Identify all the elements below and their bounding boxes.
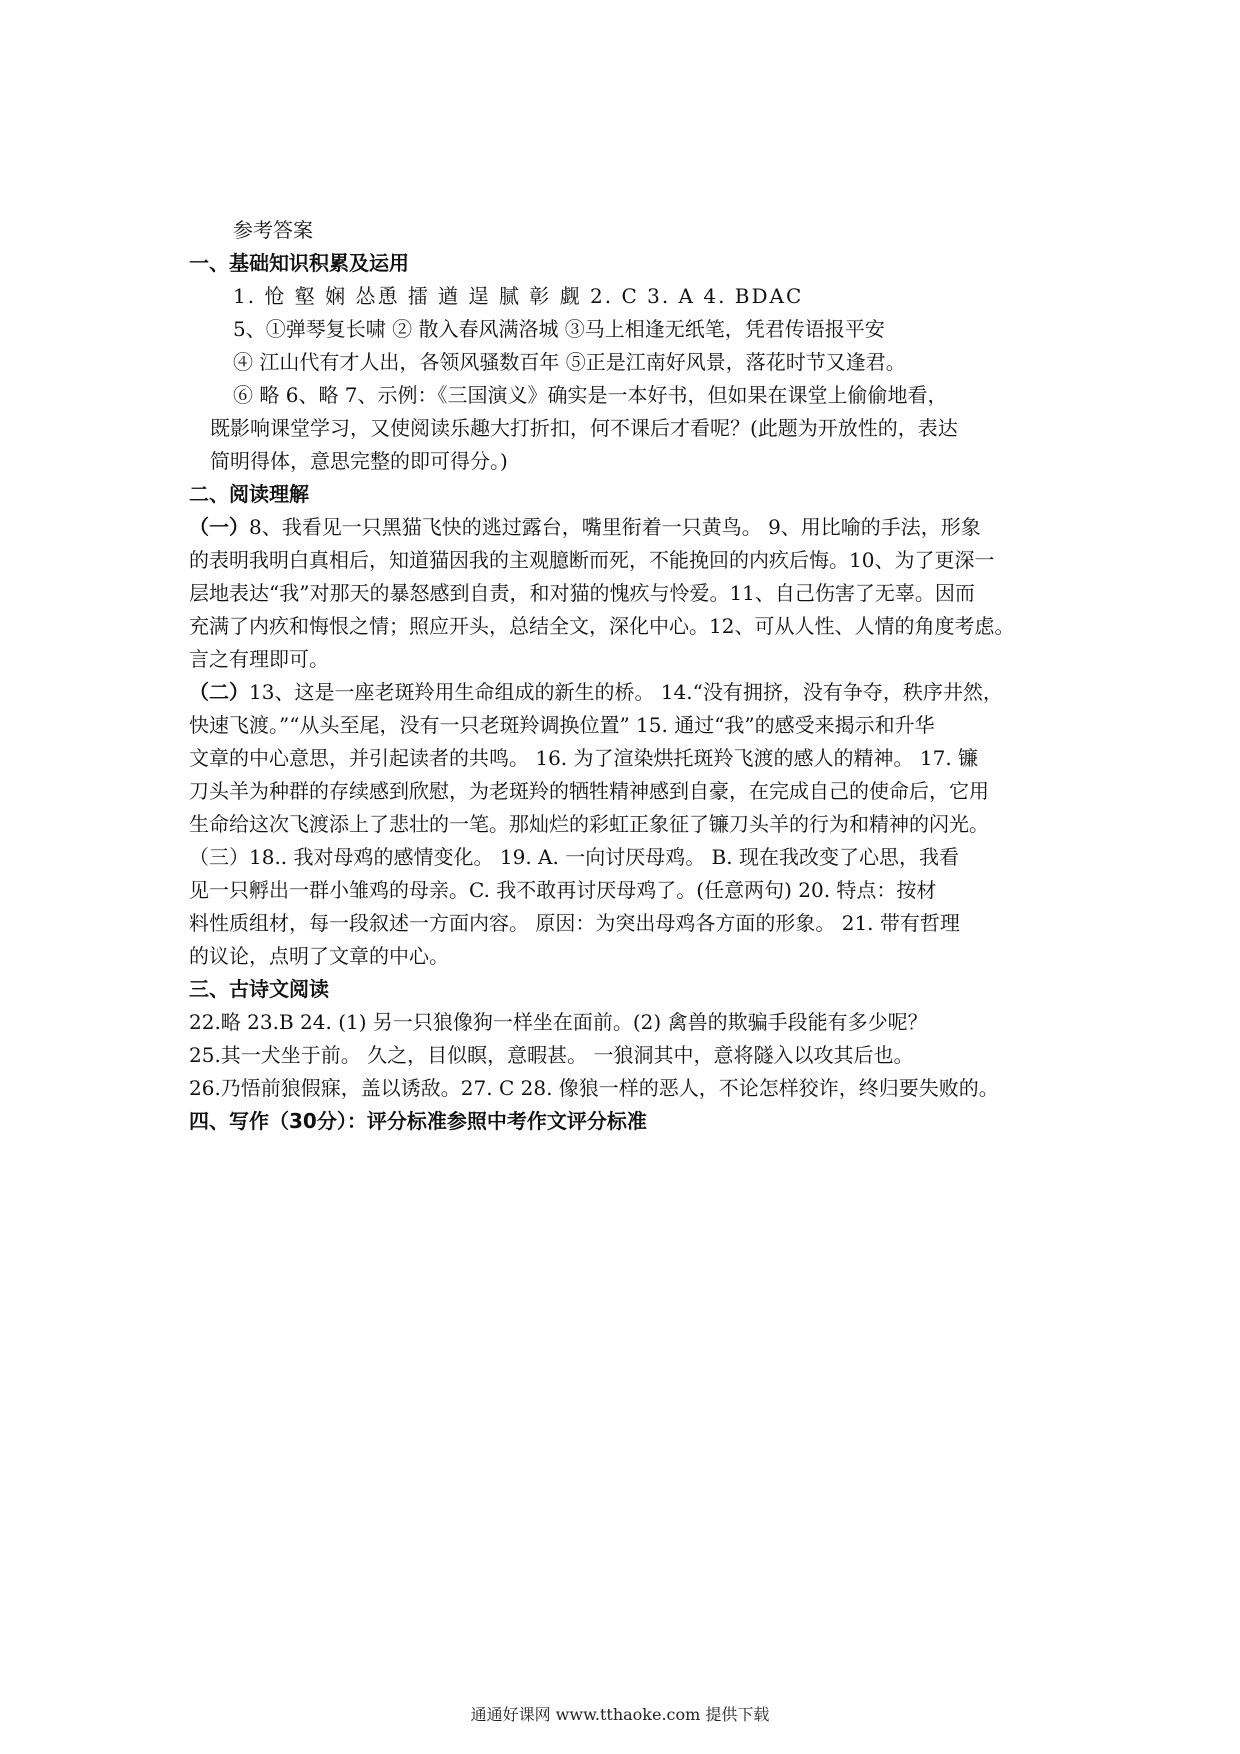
section1-line-4: ⑥ 略 6、略 7、示例：《三国演义》确实是一本好书，但如果在课堂上偷偷地看， [233, 383, 948, 407]
part2-line-5: 生命给这次飞渡添上了悲壮的一笔。那灿烂的彩虹正象征了镰刀头羊的行为和精神的闪光。 [189, 812, 989, 836]
answer-key-body [189, 214, 1069, 1138]
section-heading-3: 三、古诗文阅读 [189, 977, 329, 1001]
section-heading-2: 二、阅读理解 [189, 482, 309, 506]
section3-line-2: 25.其一犬坐于前。 久之，目似瞑，意暇甚。 一狼洞其中，意将隧入以攻其后也。 [189, 1043, 914, 1067]
part3-line-2: 见一只孵出一群小雏鸡的母亲。C. 我不敢再讨厌母鸡了。(任意两句) 20. 特点：按材 [189, 878, 937, 902]
part1-line-3: 层地表达“我”对那天的暴怒感到自责，和对猫的愧疚与怜爱。11、自己伤害了无辜。因而 [189, 581, 975, 605]
section3-line-1: 22.略 23.B 24. (1) 另一只狼像狗一样坐在面前。(2) 禽兽的欺骗手段能有多少呢？ [189, 1010, 928, 1034]
section1-line-5: 既影响课堂学习，又使阅读乐趣大打折扣，何不课后才看呢？(此题为开放性的，表达 [210, 416, 958, 440]
section1-line-6: 简明得体，意思完整的即可得分。) [210, 449, 508, 473]
part1-line-4: 充满了内疚和悔恨之情；照应开头，总结全文，深化中心。12、可从人性、人情的角度考虑。 [189, 614, 1015, 638]
part1-line-5: 言之有理即可。 [189, 647, 329, 671]
part1-line-2: 的表明我明白真相后，知道猫因我的主观臆断而死，不能挽回的内疚后悔。10、为了更深一 [189, 548, 995, 572]
part3-line-4: 的议论，点明了文章的中心。 [189, 944, 449, 968]
part3-line-1 [189, 841, 1069, 874]
section1-line-1: 1. 怆 壑 娴 怂恿 擂 遒 逞 腻 彰 觑 2. C 3. A 4. BDAC [233, 284, 804, 308]
part2-line-4: 刀头羊为种群的存续感到欣慰，为老斑羚的牺牲精神感到自豪，在完成自己的使命后，它用 [189, 779, 989, 803]
section-heading-1: 一、基础知识积累及运用 [189, 251, 409, 275]
section-heading-4: 四、写作（30分）：评分标准参照中考作文评分标准 [189, 1109, 647, 1133]
part3-text: 18.. 我对母鸡的感情变化。 19. A. 一向讨厌母鸡。 B. 现在我改变了心思，我看 [249, 845, 959, 869]
part2-text: 13、这是一座老斑羚用生命组成的新生的桥。 14.“没有拥挤，没有争夺，秩序井然， [249, 680, 1003, 704]
part2-label: （二） [189, 680, 249, 704]
part1-line-1 [189, 511, 1069, 544]
part1-label: （一） [189, 515, 249, 539]
part2-line-1 [189, 676, 1069, 709]
section1-line-3: ④ 江山代有才人出，各领风骚数百年 ⑤正是江南好风景，落花时节又逢君。 [233, 350, 906, 374]
part3-label: （三） [189, 845, 249, 869]
document-title: 参考答案 [233, 218, 313, 242]
part1-text: 8、我看见一只黑猫飞快的逃过露台，嘴里衔着一只黄鸟。 9、用比喻的手法，形象 [249, 515, 981, 539]
section1-line-2: 5、①弹琴复长啸 ② 散入春风满洛城 ③马上相逢无纸笔，凭君传语报平安 [233, 317, 885, 341]
footer-download-note: 通通好课网 www.tthaoke.com 提供下载 [470, 1705, 770, 1724]
section3-line-3: 26.乃悟前狼假寐，盖以诱敌。27. C 28. 像狼一样的恶人，不论怎样狡诈，终归要失败的。 [189, 1076, 999, 1100]
part3-line-3: 料性质组材，每一段叙述一方面内容。 原因：为突出母鸡各方面的形象。 21. 带有哲理 [189, 911, 960, 935]
part2-line-3: 文章的中心意思，并引起读者的共鸣。 16. 为了渲染烘托斑羚飞渡的感人的精神。 17. 镰 [189, 746, 979, 770]
part2-line-2: 快速飞渡。”“从头至尾，没有一只老斑羚调换位置” 15. 通过“我”的感受来揭示和升华 [189, 713, 935, 737]
